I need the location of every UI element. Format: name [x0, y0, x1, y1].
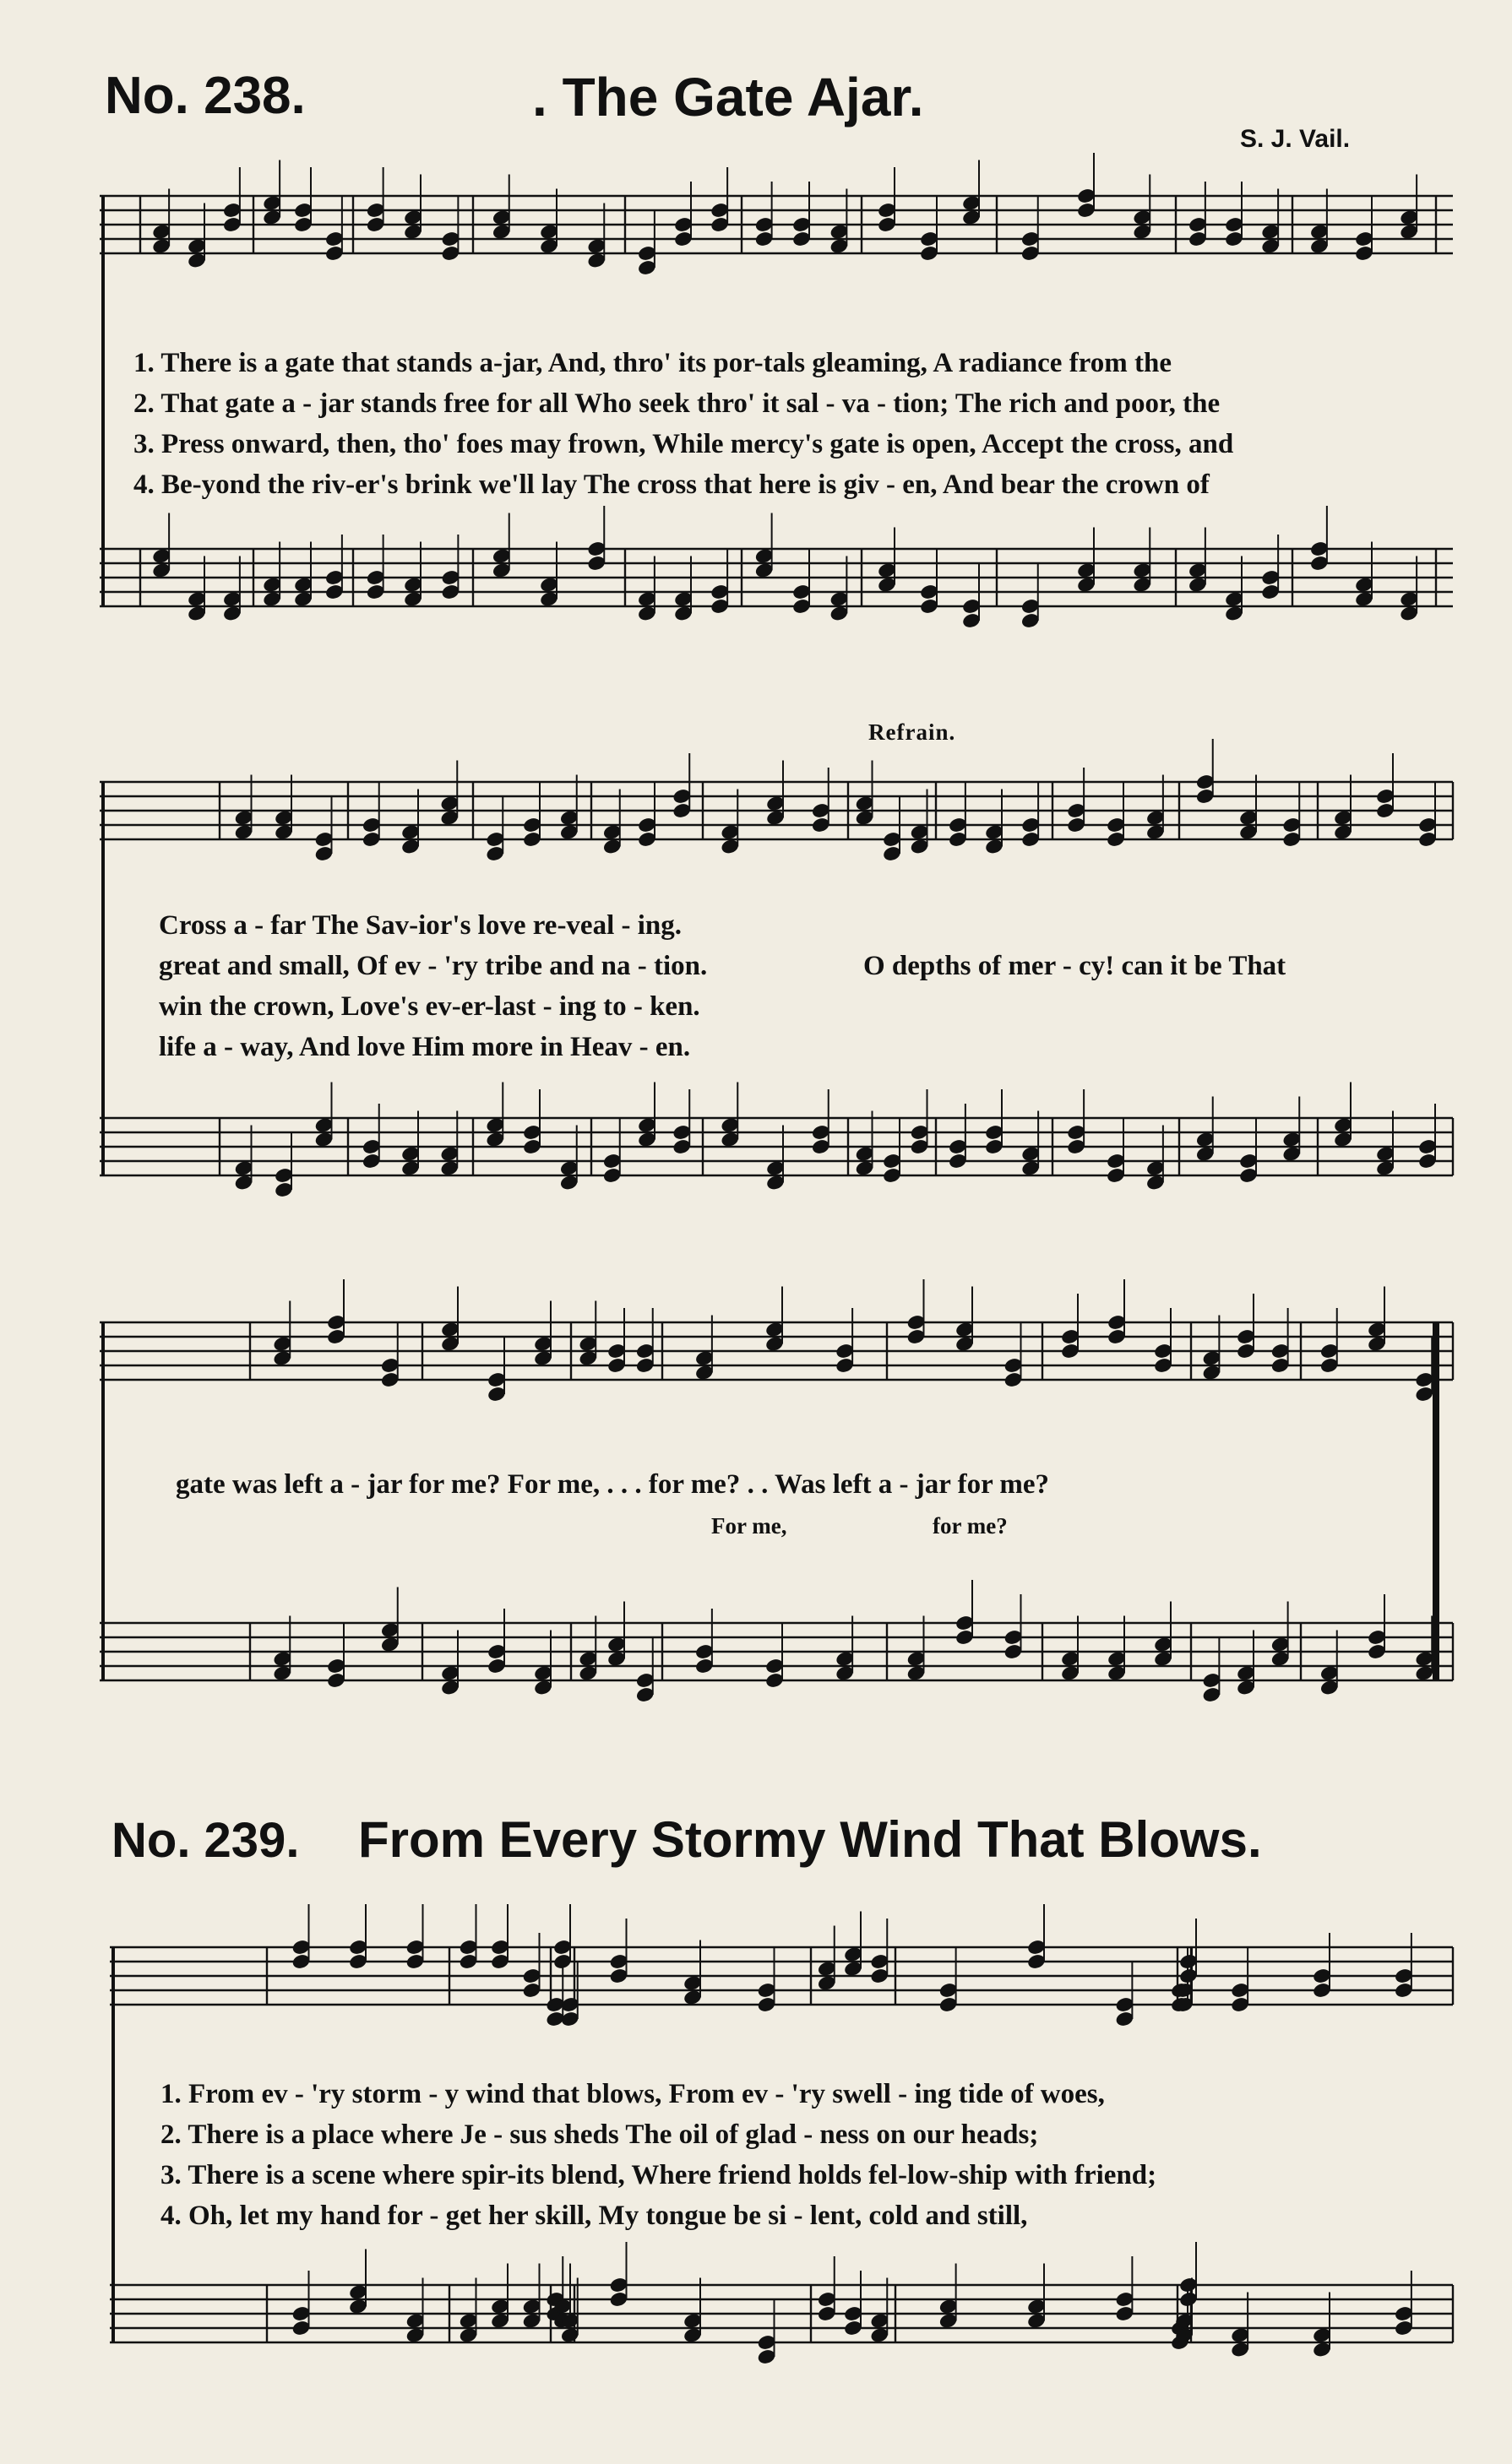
verse-line-4: 4. Be-yond the riv-er's brink we'll lay The cross that here is giv - en, And bear the crown of — [133, 469, 1210, 500]
composer-credit: S. J. Vail. — [1240, 125, 1351, 153]
verse-line-3: 3. Press onward, then, tho' foes may frown, While mercy's gate is open, Accept the cross, and — [133, 429, 1234, 459]
hymn-number: No. 238. — [105, 67, 306, 125]
refrain-lyric: O depths of mer - cy! can it be That — [863, 951, 1286, 981]
verse-line-1: 1. There is a gate that stands a-jar, And, thro' its por-tals gleaming, A radiance from the — [133, 348, 1172, 378]
refrain-label: Refrain. — [868, 719, 956, 745]
verse-line-2: 2. That gate a - jar stands free for all Who seek thro' it sal - va - tion; The rich and poor, the — [133, 388, 1221, 419]
system2-line-1: Cross a - far The Sav-ior's love re-veal - ing. — [159, 910, 683, 941]
hymn-title: . The Gate Ajar. — [532, 67, 924, 128]
echo-text-1: For me, — [711, 1513, 787, 1539]
hymn239-verse-3: 3. There is a scene where spir-its blend, Where friend holds fel-low-ship with friend; — [160, 2160, 1157, 2190]
hymn-title-239: From Every Stormy Wind That Blows. — [358, 1811, 1262, 1868]
hymn239-verse-2: 2. There is a place where Je - sus sheds The oil of glad - ness on our heads; — [160, 2119, 1039, 2150]
hymn239-verse-1: 1. From ev - 'ry storm - y wind that blows, From ev - 'ry swell - ing tide of woes, — [160, 2079, 1105, 2109]
system2-line-3: win the crown, Love's ev-er-last - ing to - ken. — [159, 991, 700, 1022]
system2-line-2: great and small, Of ev - 'ry tribe and na - tion. — [159, 951, 708, 981]
system2-line-4: life a - way, And love Him more in Heav - en. — [159, 1032, 691, 1062]
echo-text-2: for me? — [933, 1513, 1008, 1539]
hymn-number-239: No. 239. — [111, 1813, 300, 1868]
system3-line: gate was left a - jar for me? For me, . . . for me? . . Was left a - jar for me? — [176, 1469, 1050, 1500]
hymn239-verse-4: 4. Oh, let my hand for - get her skill, My tongue be si - lent, cold and still, — [160, 2201, 1028, 2231]
